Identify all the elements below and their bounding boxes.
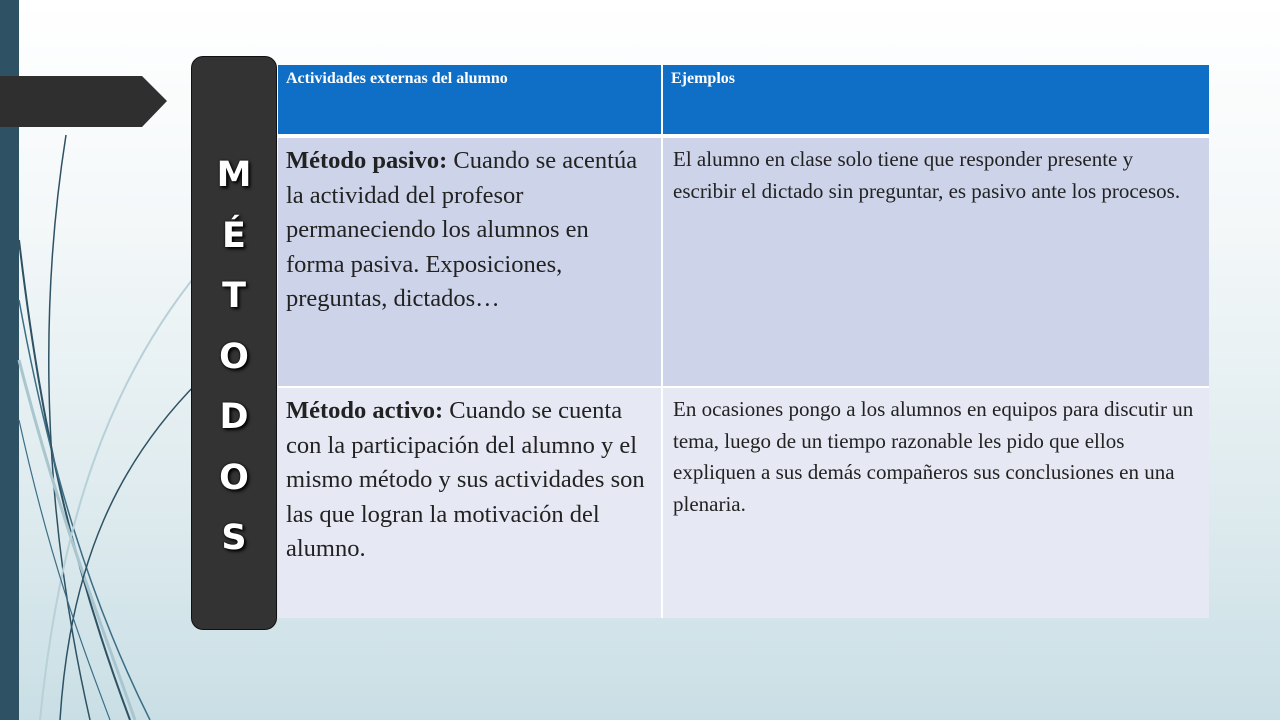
title-letter: É	[222, 215, 246, 256]
title-letter: S	[221, 518, 247, 558]
table-row	[278, 387, 1209, 618]
title-letter: M	[216, 155, 252, 195]
method-description: Cuando se acentúa la actividad del profesor permaneciendo los alumnos en forma pasiva. Exposiciones, preguntas, dictados…	[286, 147, 638, 313]
header-activities: Actividades externas del alumno	[278, 65, 662, 136]
arrow-banner	[0, 0, 170, 130]
table-row	[278, 136, 1209, 387]
vertical-title-box	[191, 56, 277, 630]
table-header-row	[278, 65, 1209, 136]
title-letter: T	[222, 276, 246, 316]
method-cell	[278, 136, 662, 387]
example-cell: En ocasiones pongo a los alumnos en equipos para discutir un tema, luego de un tiempo razonable les pido que ellos expliquen a sus demás compañeros sus conclusiones en una plenaria.	[662, 387, 1209, 618]
title-letter: D	[219, 397, 249, 437]
vertical-title	[192, 145, 276, 569]
title-letter: O	[219, 457, 249, 498]
method-cell	[278, 387, 662, 618]
method-label: Método activo:	[286, 397, 444, 424]
title-letter: O	[219, 336, 249, 377]
method-label: Método pasivo:	[286, 147, 448, 174]
methods-table	[278, 65, 1209, 618]
method-description: Cuando se cuenta con la participación del alumno y el mismo método y sus actividades son las que logran la motivación del alumno.	[286, 397, 645, 563]
header-examples: Ejemplos	[662, 65, 1209, 136]
example-cell: El alumno en clase solo tiene que responder presente y escribir el dictado sin preguntar, es pasivo ante los procesos.	[662, 136, 1209, 387]
